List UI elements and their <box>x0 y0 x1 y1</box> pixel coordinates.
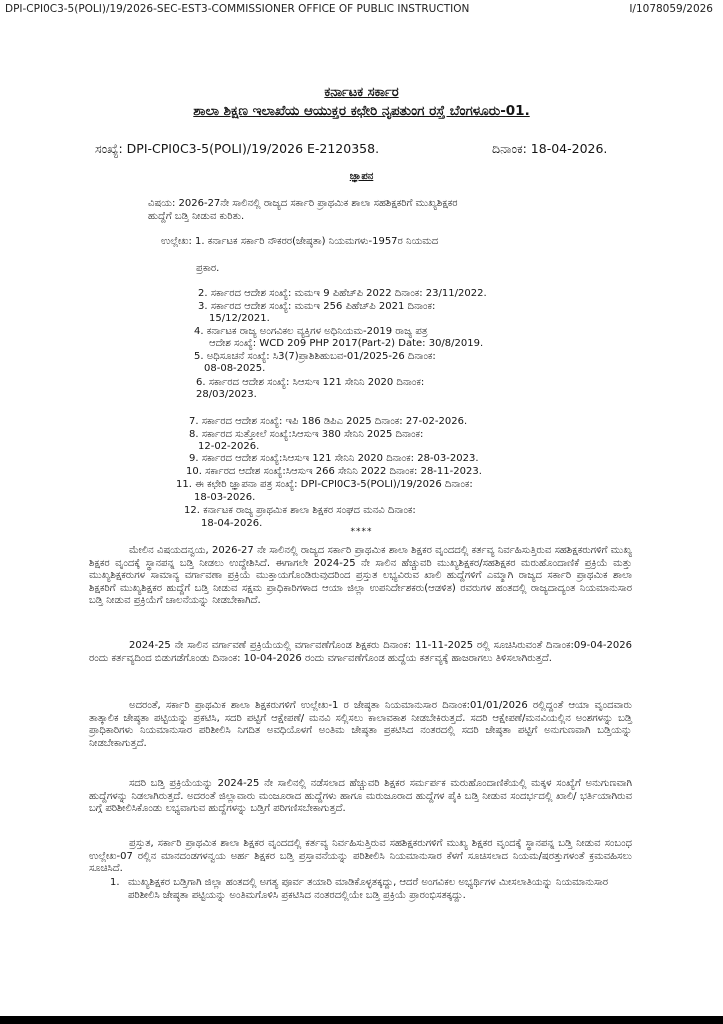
reference-item: 9. ಸರ್ಕಾರದ ಆದೇಶ ಸಂಖ್ಯೆ:ಸಿಆಸುಇ 121 ಸೇನಿನಿ 2020 ದಿನಾಂಕ: 28-03-2023. <box>189 453 479 464</box>
reference-item: 3. ಸರ್ಕಾರದ ಆದೇಶ ಸಂಖ್ಯೆ: ಮಮಇ 256 ಪಿಹೆಚ್‌ಪಿ 2021 ದಿನಾಂಕ: <box>198 301 436 312</box>
reference-item: 18-04-2026. <box>201 518 263 529</box>
body-paragraph: ಪ್ರಸ್ತುತ, ಸರ್ಕಾರಿ ಪ್ರಾಥಮಿಕ ಶಾಲಾ ಶಿಕ್ಷಕರ ವೃಂದದಲ್ಲಿ ಕರ್ತವ್ಯ ನಿರ್ವಹಿಸುತ್ತಿರುವ ಸಹಶಿಕ್ಷಕರುಗಳಿಗೆ ಮುಖ್ಯ ಶಿಕ್ಷಕರ ವೃಂದಕ್ಕೆ ಸ್ಥಾನಪನ್ನ ಬಡ್ತಿ ನೀಡುವ ಸಂಬಂಧ ಉಲ್ಲೇಖ-07 ರಲ್ಲಿನ ಮಾನದಂಡಗಳನ್ವಯ ಅರ್ಹ ಶಿಕ್ಷಕರ ಬಡ್ತಿ ಪ್ರಸ್ತಾವನೆಯನ್ನು ಪರಿಶೀಲಿಸಿ ನಿಯಮಾನುಸಾರ ಕೆಳಗೆ ಸೂಚಿಸಲಾದ ನಿಯಮ/ಷರತ್ತುಗಳಂತೆ ಕ್ರಮವಹಿಸಲು ಸೂಚಿಸಿದೆ. <box>89 838 632 874</box>
reference-item: 4. ಕರ್ನಾಟಕ ರಾಜ್ಯ ಅಂಗವಿಕಲ ವ್ಯಕ್ತಿಗಳ ಅಧಿನಿಯಮ-2019 ರಾಜ್ಯ ಪತ್ರ <box>194 326 428 337</box>
reference-lead: ಉಲ್ಲೇಖ: 1. ಕರ್ನಾಟಕ ಸರ್ಕಾರಿ ನೌಕರರ(ಜೇಷ್ಠತಾ) ನಿಯಮಗಳು-1957ರ ನಿಯಮದ <box>161 236 439 247</box>
instruction-text: ಮುಖ್ಯಶಿಕ್ಷಕರ ಬಡ್ತಿಗಾಗಿ ಜಿಲ್ಲಾ ಹಂತದಲ್ಲಿ ಅಗತ್ಯ ಪೂರ್ವ ತಯಾರಿ ಮಾಡಿಕೊಳ್ಳತಕ್ಕದ್ದು, ಆದರೆ ಅಂಗವಿಕಲ ಅಭ್ಯರ್ಥಿಗಳ ಮೀಸಲಾತಿಯನ್ನು ನಿಯಮಾನುಸಾರ ಪರಿಶೀಲಿಸಿ ಜೇಷ್ಠತಾ ಪಟ್ಟಿಯನ್ನು ಅಂತಿಮಗೊಳಿಸಿ ಪ್ರಕಟಿಸಿದ ನಂತರದಲ್ಲಿಯೇ ಬಡ್ತಿ ಪ್ರಕ್ರಿಯೆ ಪ್ರಾರಂಭಿಸತಕ್ಕದ್ದು. <box>128 877 609 901</box>
reference-item: 12-02-2026. <box>198 441 260 452</box>
reference-item: 15/12/2021. <box>209 313 270 324</box>
body-paragraph: 2024-25 ನೇ ಸಾಲಿನ ವರ್ಗಾವಣೆ ಪ್ರಕ್ರಿಯೆಯಲ್ಲಿ ವರ್ಗಾವಣೆಗೊಂಡ ಶಿಕ್ಷಕರು ದಿನಾಂಕ: 11-11-2025 ರಲ್ಲಿ ಸೂಚಿಸಿರುವಂತೆ ದಿನಾಂಕ:09-04-2026 ರಂದು ಕರ್ತವ್ಯದಿಂದ ಬಿಡುಗಡೆಗೊಂಡು ದಿನಾಂಕ: 10-04-2026 ರಂದು ವರ್ಗಾವಣೆಗೊಂಡ ಹುದ್ದೆಯ ಕರ್ತವ್ಯಕ್ಕೆ ಹಾಜರಾಗಲು ತಿಳಿಸಲಾಗಿರುತ್ತದೆ. <box>89 640 632 664</box>
reference-item: 28/03/2023. <box>196 389 257 400</box>
body-paragraph: ಸದರಿ ಬಡ್ತಿ ಪ್ರಕ್ರಿಯೆಯನ್ನು 2024-25 ನೇ ಸಾಲಿನಲ್ಲಿ ನಡೆಸಲಾದ ಹೆಚ್ಚುವರಿ ಶಿಕ್ಷಕರ ಸರ್ಮರ್ಪಕ ಮರುಹೊಂದಾಣಿಕೆಯಲ್ಲಿ ಮಕ್ಕಳ ಸಂಖ್ಯೆಗೆ ಅನುಗುಣವಾಗಿ ಹುದ್ದೆಗಳನ್ನು ನಿಡಲಾಗಿರುತ್ತದೆ. ಅದರಂತೆ ಜಿಲ್ಲಾವಾರು ಮಂಜೂರಾದ ಹುದ್ದೆಗಳು ಹಾಗೂ ಮರುಜೂರಾದ ಹುದ್ದೆಗಳ ಪೈಕಿ ಬಡ್ತಿ ನೀಡುವ ಸಂದರ್ಭದಲ್ಲಿ ಖಾಲಿ/ ಭರ್ತಿಯಾಗಿರುವ ಬಗ್ಗೆ ಪರಿಶೀಲಿಸಿಕೊಂಡು ಲಭ್ಯವಾಗುವ ಹುದ್ದೆಗಳನ್ನು ಬಡ್ತಿಗೆ ಪರಿಗಣಿಸಬೇಕಾಗುತ್ತದೆ. <box>89 778 632 814</box>
reference-number: ಸಂಖ್ಯೆ: DPI-CPI0C3-5(POLI)/19/2026 E-2120358. <box>95 141 380 156</box>
section-separator: **** <box>350 527 373 537</box>
reference-item: 2. ಸರ್ಕಾರದ ಆದೇಶ ಸಂಖ್ಯೆ: ಮಮಇ 9 ಪಿಹೆಚ್‌ಪಿ 2022 ದಿನಾಂಕ: 23/11/2022. <box>198 288 487 299</box>
reference-item: 7. ಸರ್ಕಾರದ ಆದೇಶ ಸಂಖ್ಯೆ: ಇಪಿ 186 ಡಿಪಿಎ 2025 ದಿನಾಂಕ: 27-02-2026. <box>189 416 468 427</box>
notice-title: ಜ್ಞಾಪನ <box>349 171 374 182</box>
body-paragraph: ಅದರಂತೆ, ಸರ್ಕಾರಿ ಪ್ರಾಥಮಿಕ ಶಾಲಾ ಶಿಕ್ಷಕರುಗಳಿಗೆ ಉಲ್ಲೇಖ-1 ರ ಜೇಷ್ಠತಾ ನಿಯಮಾನುಸಾರ ದಿನಾಂಕ:01/01/2026 ರಲ್ಲಿದ್ದಂತೆ ಆಯಾ ವೃಂದವಾರು ತಾತ್ಕಾಲಿಕ ಜೇಷ್ಠತಾ ಪಟ್ಟಿಯನ್ನು ಪ್ರಕಟಿಸಿ, ಸದರಿ ಪಟ್ಟಿಗೆ ಆಕ್ಷೇಪಣೆ/ ಮನವಿ ಸಲ್ಲಿಸಲು ಕಾಲಾವಕಾಶ ನೀಡಬೇಕಿರುತ್ತದೆ. ಸದರಿ ಆಕ್ಷೇಪಣೆ/ಮನವಿಯಲ್ಲಿನ ಅಂಶಗಳನ್ನು ಬಡ್ತಿ ಪ್ರಾಧಿಕಾರಿಗಳು ನಿಯಮಾನುಸಾರ ಪರಿಶೀಲಿಸಿ ನಿಗದಿತ ಅವಧಿಯೊಳಗೆ ಅಂತಿಮ ಜೇಷ್ಠತಾ ಪ್ರಕಟಿಸಿದ ನಂತರದಲ್ಲಿ ಸದರಿ ಜೇಷ್ಠತಾ ಪಟ್ಟಿಗೆ ಅನುಗುಣವಾಗಿ ಬಡ್ತಿಯನ್ನು ನೀಡಬೇಕಾಗುತ್ತದೆ. <box>89 700 632 749</box>
reference-item: ಆದೇಶ ಸಂಖ್ಯೆ: WCD 209 PHP 2017(Part-2) Date: 30/8/2019. <box>209 338 484 349</box>
office-heading: ಶಾಲಾ ಶಿಕ್ಷಣ ಇಲಾಖೆಯ ಆಯುಕ್ತರ ಕಛೇರಿ ನೃಪತುಂಗ ರಸ್ತೆ ಬೆಂಗಳೂರು-01. <box>193 103 530 119</box>
reference-item: 12. ಕರ್ನಾಟಕ ರಾಜ್ಯ ಪ್ರಾಥಮಿಕ ಶಾಲಾ ಶಿಕ್ಷಕರ ಸಂಘದ ಮನವಿ ದಿನಾಂಕ: <box>184 505 416 516</box>
reference-item: 11. ಈ ಕಛೇರಿ ಜ್ಞಾಪನಾ ಪತ್ರ ಸಂಖ್ಯೆ: DPI-CPI0C3-5(POLI)/19/2026 ದಿನಾಂಕ: <box>176 479 473 490</box>
file-reference-header: DPI-CPI0C3-5(POLI)/19/2026-SEC-EST3-COMMISSIONER OFFICE OF PUBLIC INSTRUCTION <box>5 3 470 15</box>
reference-item: 18-03-2026. <box>194 492 256 503</box>
reference-item: 10. ಸರ್ಕಾರದ ಆದೇಶ ಸಂಖ್ಯೆ:ಸಿಆಸುಇ 266 ಸೇನಿನಿ 2022 ದಿನಾಂಕ: 28-11-2023. <box>186 466 482 477</box>
instruction-item <box>110 876 630 902</box>
body-paragraph: ಮೇಲಿನ ವಿಷಯದನ್ವಯ, 2026-27 ನೇ ಸಾಲಿನಲ್ಲಿ ರಾಜ್ಯದ ಸರ್ಕಾರಿ ಪ್ರಾಥಮಿಕ ಶಾಲಾ ಶಿಕ್ಷಕರ ವೃಂದದಲ್ಲಿ ಕರ್ತವ್ಯ ನಿರ್ವಹಿಸುತ್ತಿರುವ ಸಹಶಿಕ್ಷಕರುಗಳಿಗೆ ಮುಖ್ಯ ಶಿಕ್ಷಕರ ವೃಂದಕ್ಕೆ ಸ್ಥಾನಪನ್ನ ಬಡ್ತಿ ನೀಡಲು ಉದ್ದೇಶಿಸಿದೆ. ಈಗಾಗಲೇ 2024-25 ನೇ ಸಾಲಿನ ಹೆಚ್ಚುವರಿ ಮುಖ್ಯಶಿಕ್ಷಕರ/ಸಹಶಿಕ್ಷಕರ ಮರುಹೊಂದಾಣಿಕೆ ಪ್ರಕ್ರಿಯೆ ಮತ್ತು ಮುಖ್ಯಶಿಕ್ಷಕರುಗಳ ಸಾಮಾನ್ಯ ವರ್ಗಾವಣಾ ಪ್ರಕ್ರಿಯೆ ಮುಕ್ತಾಯಗೊಂಡಿರುವುದರಿಂದ ಪ್ರಸ್ತುತ ಲಭ್ಯವಿರುವ ಖಾಲಿ ಹುದ್ದೆಗಳಿಗೆ ಎಮ್ಮಾಗಿ ರಾಜ್ಯದ ಸರ್ಕಾರಿ ಪ್ರಾಥಮಿಕ ಶಾಲಾ ಶಿಕ್ಷಕರಿಗೆ ಮುಖ್ಯಶಿಕ್ಷಕರ ಹುದ್ದೆಗೆ ಬಡ್ತಿ ನೀಡುವ ಸಕ್ಷಮ ಪ್ರಾಧಿಕಾರಿಗಳಾದ ಆಯಾ ಜಿಲ್ಲಾ ಉಪನಿರ್ದೇಶಕರು(ಆಡಳಿತ) ರವರುಗಳ ಹಂತದಲ್ಲಿ ರಾಜ್ಯದಾದ್ಯಂತ ನಿಯಮಾನುಸಾರ ಬಡ್ತಿ ನೀಡುವ ಪ್ರಕ್ರಿಯೆಗೆ ಚಾಲನೆಯನ್ನು ನೀಡಬೇಕಾಗಿದೆ. <box>89 545 632 606</box>
document-date: ದಿನಾಂಕ: 18-04-2026. <box>492 141 608 156</box>
instruction-number: 1. <box>110 877 120 888</box>
scan-bottom-edge <box>0 1016 723 1024</box>
reference-item: 8. ಸರ್ಕಾರದ ಸುತ್ತೋಲೆ ಸಂಖ್ಯೆ:ಸಿಆಸುಇ 380 ಸೇನಿನಿ 2025 ದಿನಾಂಕ: <box>189 429 424 440</box>
subject-line: ವಿಷಯ: 2026-27ನೇ ಸಾಲಿನಲ್ಲಿ ರಾಜ್ಯದ ಸರ್ಕಾರಿ ಪ್ರಾಥಮಿಕ ಶಾಲಾ ಸಹಶಿಕ್ಷಕರಿಗೆ ಮುಖ್ಯಶಿಕ್ಷಕರ ಹುದ್ದೆಗೆ ಬಡ್ತಿ ನೀಡುವ ಕುರಿತು. <box>148 198 458 222</box>
reference-item: 6. ಸರ್ಕಾರದ ಆದೇಶ ಸಂಖ್ಯೆ: ಸಿಆಸುಇ 121 ಸೇನಿನಿ 2020 ದಿನಾಂಕ: <box>196 377 425 388</box>
document-id-header: I/1078059/2026 <box>629 3 713 15</box>
reference-item: 5. ಅಧಿಸೂಚನೆ ಸಂಖ್ಯೆ: ಸಿ3(7)ಪ್ರಾಶಿಶಿಹುಬವ-01/2025-26 ದಿನಾಂಕ: <box>194 351 436 362</box>
reference-item: 08-08-2025. <box>204 363 266 374</box>
government-heading: ಕರ್ನಾಟಕ ಸರ್ಕಾರ <box>324 85 399 100</box>
reference-item: ಪ್ರಕಾರ. <box>196 263 220 274</box>
